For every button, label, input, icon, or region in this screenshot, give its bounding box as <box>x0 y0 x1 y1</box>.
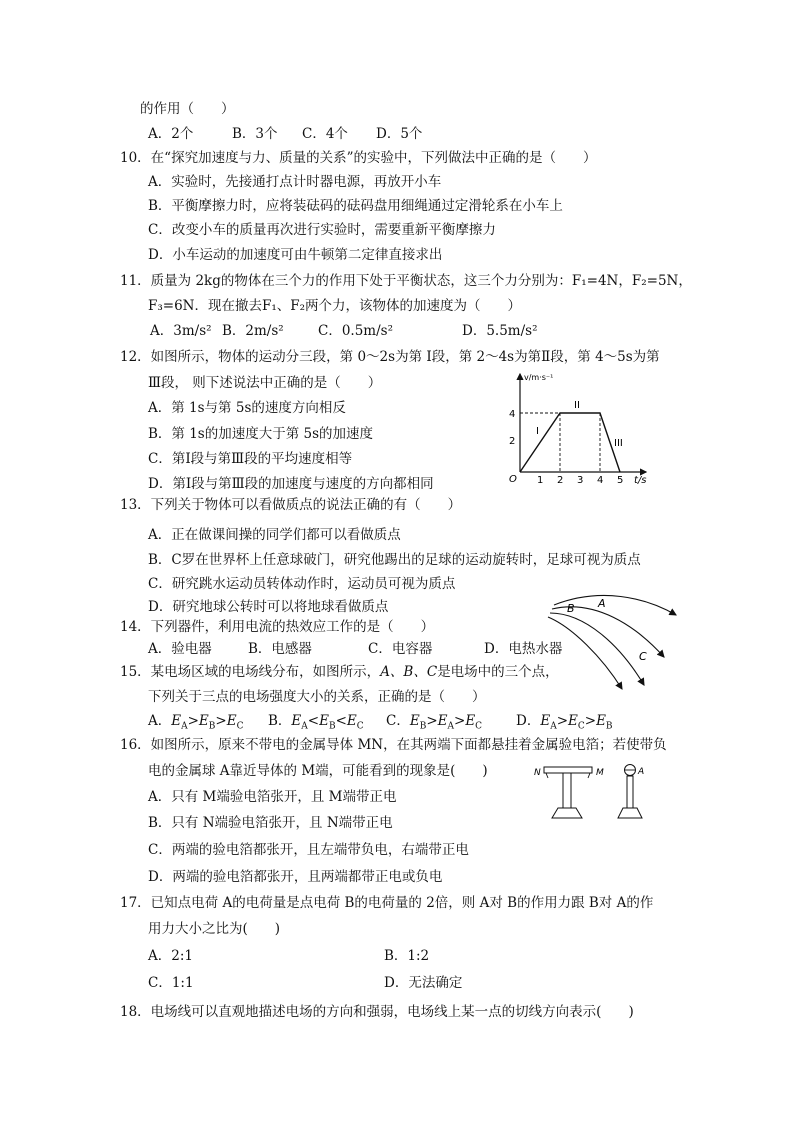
q17-option-c[interactable]: C．1:1 <box>148 975 194 991</box>
q16-stem-line1: 16．如图所示，原来不带电的金属导体 MN，在其两端下面都悬挂着金属验电箔；若使带负 <box>120 737 667 753</box>
q17-option-b[interactable]: B．1:2 <box>384 948 430 964</box>
q15-point-b-label: B <box>567 602 575 615</box>
q12-graph-vt-line <box>520 413 620 472</box>
q16-label-a: A <box>638 767 645 777</box>
q12-graph-seg-3: III <box>614 438 623 449</box>
q12-graph-xtick-3: 3 <box>577 475 584 486</box>
q15-stem-line2: 下列关于三点的电场强度大小的关系，正确的是（ ） <box>148 689 486 705</box>
q12-graph-xtick-4: 4 <box>597 475 604 486</box>
q15-point-c-label: C <box>639 650 647 663</box>
q15-option-a[interactable]: A．$E_A>E_B>E_C$ <box>148 713 244 732</box>
q15-option-d[interactable]: D．$E_A>E_C>E_B$ <box>516 713 613 732</box>
q12-option-b[interactable]: B．第 1s的加速度大于第 5s的加速度 <box>148 426 374 442</box>
q12-graph-xlabel: t/s <box>634 475 647 486</box>
q12-option-a[interactable]: A．第 1s与第 5s的速度方向相反 <box>148 400 346 416</box>
q16-option-d[interactable]: D．两端的验电箔都张开，且两端都带正电或负电 <box>148 869 443 885</box>
q12-graph-origin: O <box>509 474 517 485</box>
q10-option-a[interactable]: A．实验时，先接通打点计时器电源，再放开小车 <box>148 174 442 190</box>
q13-option-a[interactable]: A．正在做课间操的同学们都可以看做质点 <box>148 527 401 543</box>
q12-vt-graph <box>500 368 650 486</box>
q18-stem: 18．电场线可以直观地描述电场的方向和强弱，电场线上某一点的切线方向表示( ) <box>120 1004 634 1020</box>
q9-option-b[interactable]: B．3个 <box>232 126 278 142</box>
q15-stem-pre: 15．某电场区域的电场线分布，如图所示， <box>120 664 381 680</box>
q14-option-d[interactable]: D．电热水器 <box>484 641 563 657</box>
q16-label-n: N <box>534 768 541 778</box>
q11-option-a[interactable]: A．3m/s² <box>150 323 212 339</box>
q10-option-c[interactable]: C．改变小车的质量再次进行实验时，需要重新平衡摩擦力 <box>148 222 496 238</box>
q11-option-c[interactable]: C．0.5m/s² <box>318 323 393 339</box>
q13-stem: 13．下列关于物体可以看做质点的说法正确的有（ ） <box>120 497 462 513</box>
q10-stem: 10．在“探究加速度与力、质量的关系”的实验中，下列做法中正确的是（ ） <box>120 150 597 166</box>
q15-stem-vars: A、B、C <box>380 664 438 680</box>
q15-stem-post: 是电场中的三个点， <box>437 664 559 680</box>
q16-conductor-figure <box>530 758 660 824</box>
q9-option-d[interactable]: D．5个 <box>376 126 423 142</box>
q12-option-d[interactable]: D．第Ⅰ段与第Ⅲ段的加速度与速度的方向都相同 <box>148 476 434 492</box>
q15-point-a-label: A <box>598 597 606 610</box>
q9-option-c[interactable]: C．4个 <box>302 126 348 142</box>
q12-graph-ytick-4: 4 <box>509 409 516 420</box>
q10-option-b[interactable]: B．平衡摩擦力时，应将装砝码的砝码盘用细绳通过定滑轮系在小车上 <box>148 198 563 214</box>
q16-conductor-bar <box>544 767 592 773</box>
q15-field-line-3 <box>550 613 644 685</box>
q17-option-a[interactable]: A．2:1 <box>148 948 193 964</box>
q14-stem: 14．下列器件，利用电流的热效应工作的是（ ） <box>120 619 435 635</box>
q16-stem-line2: 电的金属球 A靠近导体的 M端，可能看到的现象是( ) <box>148 763 488 779</box>
q12-graph-seg-1: I <box>536 426 539 437</box>
q15-field-line-4 <box>548 617 622 689</box>
q16-option-b[interactable]: B．只有 N端验电箔张开，且 N端带正电 <box>148 815 393 831</box>
q12-option-c[interactable]: C．第Ⅰ段与第Ⅲ段的平均速度相等 <box>148 451 353 467</box>
q13-option-d[interactable]: D．研究地球公转时可以将地球看做质点 <box>148 599 389 615</box>
q12-graph-ytick-2: 2 <box>509 436 516 447</box>
q12-stem-line1: 12．如图所示，物体的运动分三段，第 0～2s为第 I段，第 2～4s为第Ⅱ段，第 4～5s为第 <box>120 349 660 365</box>
q9-stem-tail: 的作用（ ） <box>140 101 235 117</box>
q15-stem-line1 <box>120 663 559 681</box>
q17-stem-line1: 17．已知点电荷 A的电荷量是点电荷 B的电荷量的 2倍，则 A对 B的作用力跟 B对 A的作 <box>120 895 654 911</box>
q16-right-base <box>618 808 642 818</box>
q16-left-base <box>552 808 582 818</box>
q14-option-c[interactable]: C．电容器 <box>368 641 433 657</box>
q12-graph-xtick-5: 5 <box>617 475 624 486</box>
q12-graph-xtick-2: 2 <box>557 475 564 486</box>
q11-stem-line2: F₃=6N．现在撤去F₁、F₂两个力，该物体的加速度为（ ） <box>148 298 522 314</box>
q11-option-d[interactable]: D．5.5m/s² <box>462 323 538 339</box>
q16-option-c[interactable]: C．两端的验电箔都张开，且左端带负电，右端带正电 <box>148 842 469 858</box>
q13-option-b[interactable]: B．C罗在世界杯上任意球破门，研究他踢出的足球的运动旋转时，足球可视为质点 <box>148 552 641 568</box>
q13-option-c[interactable]: C．研究跳水运动员转体动作时，运动员可视为质点 <box>148 576 456 592</box>
q9-option-a[interactable]: A．2个 <box>148 126 194 142</box>
q12-graph-xtick-1: 1 <box>537 475 544 486</box>
q17-stem-line2: 用力大小之比为( ) <box>148 921 281 937</box>
q11-stem-line1: 11．质量为 2kg的物体在三个力的作用下处于平衡状态，这三个力分别为：F₁=4N，F₂=5N， <box>120 273 692 289</box>
q14-option-b[interactable]: B．电感器 <box>248 641 312 657</box>
q17-option-d[interactable]: D．无法确定 <box>384 975 463 991</box>
q14-option-a[interactable]: A．验电器 <box>148 641 212 657</box>
q10-option-d[interactable]: D．小车运动的加速度可由牛顿第二定律直接求出 <box>148 247 443 263</box>
q12-graph-seg-2: II <box>574 400 580 411</box>
q15-option-c[interactable]: C．$E_B>E_A>E_C$ <box>386 713 483 732</box>
q12-graph-ylabel: v/m·s⁻¹ <box>524 373 554 382</box>
q12-stem-line2: Ⅲ段， 则下述说法中正确的是（ ） <box>148 375 382 391</box>
q15-field-lines-figure <box>540 585 680 695</box>
q16-left-stand <box>563 773 571 808</box>
q16-label-m: M <box>596 768 604 778</box>
q15-option-b[interactable]: B．$E_A<E_B<E_C$ <box>268 713 364 732</box>
q11-option-b[interactable]: B．2m/s² <box>222 323 284 339</box>
q16-option-a[interactable]: A．只有 M端验电箔张开，且 M端带正电 <box>148 789 397 805</box>
q16-right-stand <box>627 776 633 808</box>
